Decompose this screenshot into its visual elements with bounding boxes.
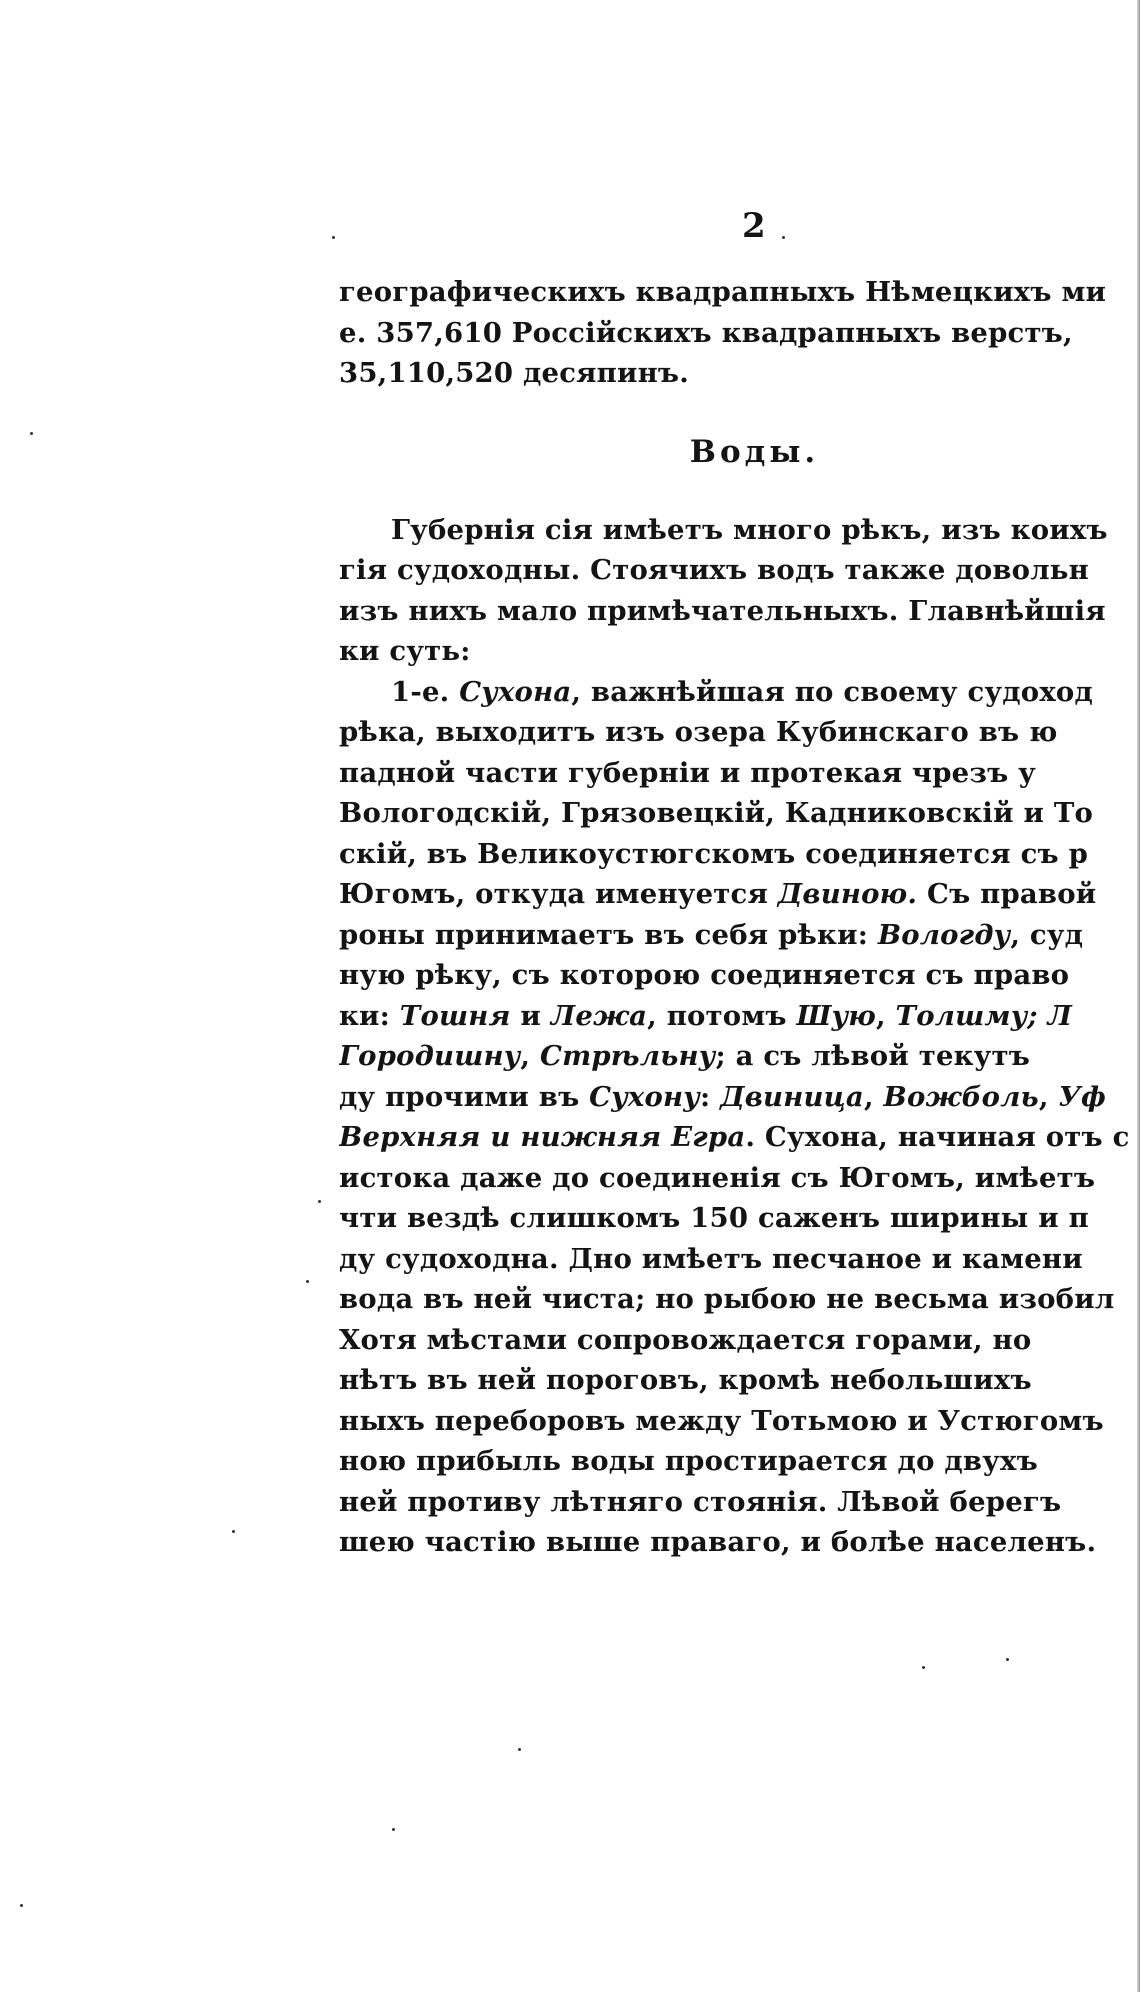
text-line: рѣка, выходитъ изъ озера Кубинскаго въ ю bbox=[339, 716, 1058, 748]
text-line: вода въ ней чиста; но рыбою не весьма изобил bbox=[339, 1283, 1115, 1315]
line-part: . Сухона, начиная отъ с bbox=[745, 1121, 1130, 1153]
line-part: ки: bbox=[339, 999, 400, 1032]
text-line: падной части губерніи и протекая чрезъ у bbox=[339, 756, 1036, 789]
text-line: чти вездѣ слишкомъ 150 саженъ ширины и п bbox=[339, 1202, 1089, 1234]
text-line: Вологодскій, Грязовецкій, Кадниковскій и То bbox=[339, 797, 1094, 829]
river-name: Стрѣльну bbox=[539, 1040, 716, 1072]
text-line: гія судоходны. Стоячихъ водъ также довольн bbox=[339, 554, 1090, 586]
text-line: ки суть: bbox=[339, 635, 471, 667]
page-text bbox=[339, 272, 1140, 1563]
scan-speck bbox=[30, 432, 33, 435]
text-line: шею частію выше праваго, и болѣе населенъ. bbox=[339, 1526, 1097, 1558]
river-name: Верхняя и нижняя Егра bbox=[339, 1121, 746, 1153]
scan-speck bbox=[232, 1530, 235, 1533]
river-name: Лежа bbox=[550, 999, 648, 1032]
text-line bbox=[339, 874, 1140, 915]
line-part: Съ правой bbox=[917, 878, 1097, 910]
scan-speck bbox=[1006, 1658, 1009, 1661]
page-number: 2 bbox=[742, 206, 766, 246]
text-line bbox=[339, 1036, 1140, 1077]
line-part: , суд bbox=[1010, 918, 1084, 951]
scan-speck bbox=[306, 1280, 309, 1283]
line-part: : bbox=[699, 1080, 721, 1113]
line-part: Югомъ, откуда именуется bbox=[339, 878, 778, 910]
scan-speck bbox=[782, 236, 785, 239]
river-name: Городишну bbox=[339, 1040, 521, 1072]
text-line: 35,110,520 десяпинъ. bbox=[339, 357, 690, 389]
line-part: , bbox=[520, 1040, 540, 1072]
text-line: изъ нихъ мало примѣчательныхъ. Главнѣйшія bbox=[339, 594, 1106, 627]
river-name: Шую bbox=[796, 999, 876, 1032]
line-part: , bbox=[863, 1080, 884, 1113]
section-heading: Воды. bbox=[689, 433, 820, 470]
scan-speck bbox=[332, 236, 335, 239]
line-part: и bbox=[510, 999, 551, 1032]
river-name: Вологду bbox=[877, 918, 1011, 951]
text-line bbox=[339, 996, 1140, 1037]
text-line: географическихъ квадрапныхъ Нѣмецкихъ ми bbox=[339, 276, 1107, 308]
line-part: роны принимаетъ въ себя рѣки: bbox=[339, 918, 878, 951]
river-name: Вожболь bbox=[883, 1080, 1039, 1113]
scan-speck bbox=[318, 1200, 321, 1203]
scan-speck bbox=[20, 1904, 23, 1907]
scan-speck bbox=[392, 1828, 395, 1831]
line-part: 1-е. bbox=[391, 675, 460, 708]
text-line: истока даже до соединенія съ Югомъ, имѣетъ bbox=[339, 1161, 1096, 1194]
line-part: , потомъ bbox=[647, 999, 797, 1032]
river-name: Двиница bbox=[720, 1080, 864, 1113]
text-line: ныхъ переборовъ между Тотьмою и Устюгомъ bbox=[339, 1404, 1104, 1437]
text-line bbox=[339, 672, 1140, 713]
river-name: Уф bbox=[1058, 1080, 1106, 1113]
text-line: е. 357,610 Россійскихъ квадрапныхъ верстъ, bbox=[339, 316, 1073, 349]
text-line: ней противу лѣтняго стоянія. Лѣвой берегъ bbox=[339, 1485, 1062, 1518]
line-part: , bbox=[1038, 1080, 1059, 1113]
line-part: ; Л bbox=[1027, 999, 1073, 1032]
line-part: , bbox=[875, 999, 896, 1032]
river-name: Толшму bbox=[895, 999, 1028, 1032]
river-name: Двиною. bbox=[777, 878, 918, 910]
text-line: Губернія сія имѣетъ много рѣкъ, изъ коихъ bbox=[391, 513, 1108, 546]
text-line: скій, въ Великоустюгскомъ соединяется съ р bbox=[339, 837, 1089, 870]
scan-speck bbox=[518, 1748, 521, 1751]
text-line bbox=[339, 915, 1140, 956]
river-name: Сухону bbox=[589, 1080, 700, 1113]
river-name: Сухона bbox=[459, 675, 572, 708]
text-line: ду судоходна. Дно имѣетъ песчаное и камени bbox=[339, 1242, 1083, 1275]
line-part: ду прочими въ bbox=[339, 1080, 590, 1113]
text-line bbox=[339, 1117, 1140, 1158]
text-line: ною прибыль воды простирается до двухъ bbox=[339, 1445, 1038, 1477]
text-line: ную рѣку, съ которою соединяется съ право bbox=[339, 959, 1070, 991]
line-part: , важнѣйшая по своему судоход bbox=[571, 675, 1093, 708]
text-line: Хотя мѣстами сопровождается горами, но bbox=[339, 1323, 1032, 1356]
line-part: ; а съ лѣвой текутъ bbox=[715, 1040, 1031, 1072]
text-line: нѣтъ въ ней пороговъ, кромѣ небольшихъ bbox=[339, 1364, 1032, 1396]
river-name: Тошня bbox=[399, 999, 511, 1032]
scan-speck bbox=[922, 1666, 925, 1669]
text-line bbox=[339, 1077, 1140, 1118]
